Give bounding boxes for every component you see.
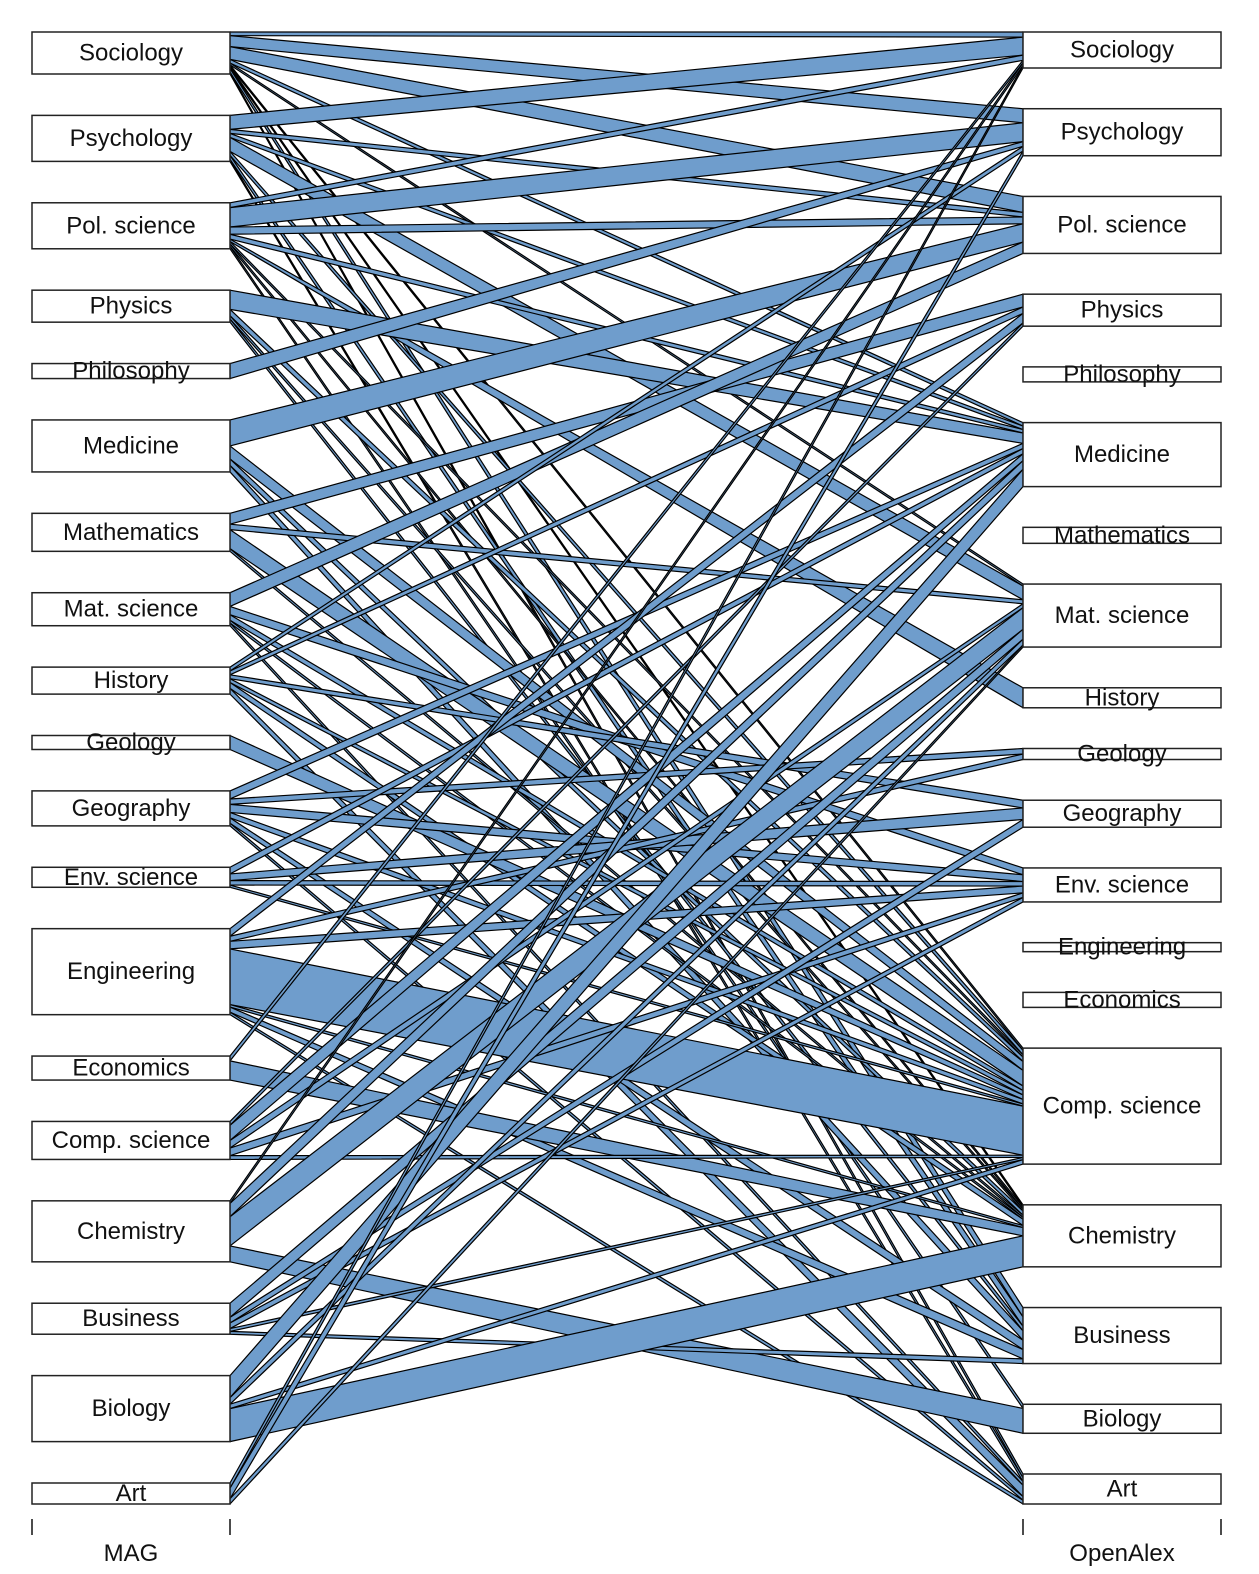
left-stratum-label-engineering: Engineering: [66, 958, 196, 986]
left-stratum-label-business: Business: [82, 1305, 180, 1333]
right-stratum-label-psychology: Psychology: [1060, 118, 1184, 146]
left-stratum-label-geology: Geology: [86, 729, 176, 756]
right-stratum-label-art: Art: [1106, 1475, 1138, 1503]
left-axis-label: MAG: [103, 1540, 159, 1567]
right-stratum-label-chemistry: Chemistry: [1067, 1222, 1177, 1250]
left-stratum-label-mat-science: Mat. science: [63, 595, 199, 623]
left-stratum-label-biology: Biology: [91, 1395, 171, 1423]
right-stratum-label-biology: Biology: [1082, 1405, 1162, 1433]
right-stratum-label-comp-science: Comp. science: [1042, 1092, 1202, 1120]
right-stratum-label-medicine: Medicine: [1073, 441, 1171, 469]
axis-layer: [32, 1519, 1221, 1567]
left-stratum-label-env-science: Env. science: [63, 863, 199, 891]
right-stratum-label-sociology: Sociology: [1069, 36, 1175, 64]
left-stratum-label-history: History: [93, 667, 169, 695]
right-stratum-label-geography: Geography: [1062, 800, 1182, 828]
left-stratum-label-mathematics: Mathematics: [62, 518, 200, 546]
left-stratum-label-physics: Physics: [89, 292, 173, 320]
right-stratum-label-history: History: [1084, 684, 1160, 712]
right-stratum-label-philosophy: Philosophy: [1063, 360, 1181, 388]
right-stratum-label-physics: Physics: [1080, 296, 1164, 324]
right-stratum-label-geology: Geology: [1077, 740, 1167, 768]
left-stratum-label-philosophy: Philosophy: [72, 357, 190, 385]
right-axis-label: OpenAlex: [1069, 1540, 1175, 1567]
right-stratum-label-mathematics: Mathematics: [1053, 521, 1191, 549]
flow-sociology-to-sociology: [230, 32, 1023, 37]
left-stratum-label-psychology: Psychology: [69, 124, 193, 152]
right-stratum-label-mat-science: Mat. science: [1054, 602, 1190, 630]
left-stratum-label-art: Art: [115, 1480, 147, 1507]
flow-layer: [230, 32, 1023, 1504]
left-stratum-label-sociology: Sociology: [78, 39, 184, 67]
right-stratum-label-env-science: Env. science: [1054, 871, 1190, 899]
left-stratum-label-pol-science: Pol. science: [66, 212, 196, 240]
right-stratum-label-pol-science: Pol. science: [1057, 211, 1187, 239]
flow-engineering-to-comp-science: [230, 949, 1023, 1155]
right-stratum-label-economics: Economics: [1063, 986, 1181, 1014]
left-stratum-label-geography: Geography: [71, 794, 191, 822]
left-stratum-label-economics: Economics: [72, 1054, 190, 1082]
left-stratum-label-medicine: Medicine: [82, 432, 180, 460]
right-stratum-label-business: Business: [1073, 1322, 1171, 1350]
left-stratum-label-chemistry: Chemistry: [76, 1217, 186, 1245]
flow-comp-science-to-comp-science: [230, 1155, 1023, 1159]
flow-env-science-to-env-science: [230, 881, 1023, 886]
right-stratum-label-engineering: Engineering: [1057, 933, 1187, 961]
left-stratum-label-comp-science: Comp. science: [51, 1126, 211, 1154]
